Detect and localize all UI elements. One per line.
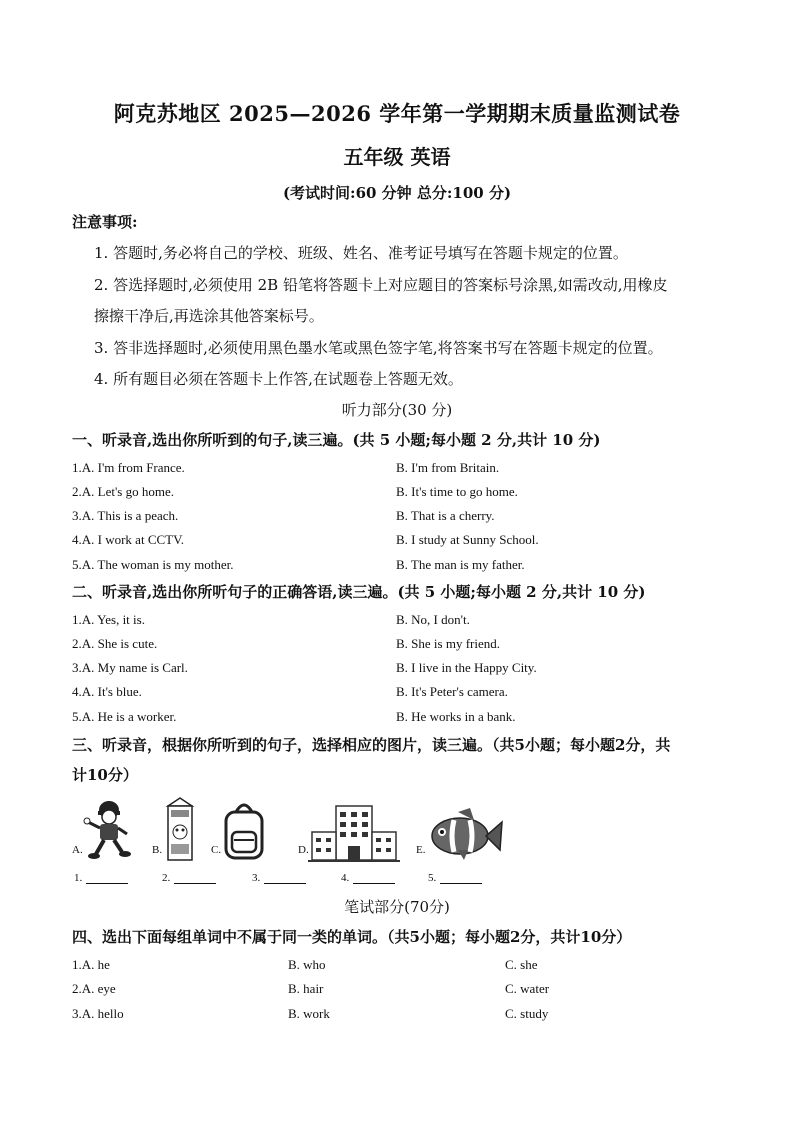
s2-q3-option-a: 3.A. My name is Carl.	[72, 660, 188, 675]
s1-q3-option-b: B. That is a cherry.	[396, 508, 495, 523]
note-2-continued: 擦擦干净后,再选涂其他答案标号。	[94, 307, 324, 325]
s2-q3-option-b: B. I live in the Happy City.	[396, 660, 537, 675]
answer-blank-1	[74, 872, 128, 884]
s1-q5-option-a: 5.A. The woman is my mother.	[72, 557, 234, 572]
section-1-heading: 一、听录音,选出你所听到的句子,读三遍。(共 5 小题;每小题 2 分,共计 10 分)	[72, 431, 601, 449]
backpack-icon	[220, 800, 268, 862]
listening-part-title: 听力部分(30 分)	[341, 401, 453, 419]
answer-blank-5	[428, 872, 482, 884]
s2-q5-option-a: 5.A. He is a worker.	[72, 709, 177, 724]
s2-q2-option-b: B. She is my friend.	[396, 636, 500, 651]
blank-label-3: 3.	[252, 872, 261, 884]
exam-subtitle: 五年级 英语	[343, 145, 451, 169]
s1-q4-option-a: 4.A. I work at CCTV.	[72, 532, 185, 547]
answer-blank-4	[341, 872, 395, 884]
picture-label-a: A.	[72, 844, 83, 856]
fish-icon	[428, 806, 504, 862]
notes-heading: 注意事项:	[72, 213, 138, 231]
s4-q1-option-c: C. she	[505, 957, 538, 972]
picture-label-e: E.	[416, 844, 426, 856]
answer-blank-3	[252, 872, 306, 884]
s1-q5-option-b: B. The man is my father.	[396, 557, 525, 572]
exam-info: (考试时间:60 分钟 总分:100 分)	[282, 184, 512, 202]
s4-q2-option-c: C. water	[505, 981, 550, 996]
s1-q3-option-a: 3.A. This is a peach.	[72, 508, 179, 523]
blank-label-5: 5.	[428, 872, 437, 884]
picture-label-c: C.	[211, 844, 222, 856]
s1-q1-option-b: B. I'm from Britain.	[396, 460, 500, 475]
s1-q2-option-b: B. It's time to go home.	[396, 484, 518, 499]
answer-blank-2	[162, 872, 216, 884]
s4-q2-option-b: B. hair	[288, 981, 324, 996]
s2-q4-option-a: 4.A. It's blue.	[72, 684, 142, 699]
section-2-heading: 二、听录音,选出你所听句子的正确答语,读三遍。(共 5 小题;每小题 2 分,共计 10 分)	[72, 583, 646, 601]
s2-q4-option-b: B. It's Peter's camera.	[396, 684, 508, 699]
s1-q1-option-a: 1.A. I'm from France.	[72, 460, 185, 475]
note-2: 2. 答选择题时,必须使用 2B 铅笔将答题卡上对应题目的答案标号涂黑,如需改动,用橡皮	[94, 276, 668, 294]
blank-label-1: 1.	[74, 872, 83, 884]
building-icon	[308, 804, 400, 862]
s4-q1-option-a: 1.A. he	[72, 957, 110, 972]
s4-q3-option-a: 3.A. hello	[72, 1006, 124, 1021]
picture-label-b: B.	[152, 844, 163, 856]
section-4-heading: 四、选出下面每组单词中不属于同一类的单词。（共5小题；每小题2分，共计10分）	[72, 928, 632, 946]
s2-q5-option-b: B. He works in a bank.	[396, 709, 516, 724]
s1-q2-option-a: 2.A. Let's go home.	[72, 484, 174, 499]
note-1: 1. 答题时,务必将自己的学校、班级、姓名、准考证号填写在答题卡规定的位置。	[94, 244, 628, 262]
s2-q1-option-a: 1.A. Yes, it is.	[72, 612, 145, 627]
section-3-heading-line-2: 计10分）	[72, 766, 138, 784]
blank-label-2: 2.	[162, 872, 171, 884]
note-3: 3. 答非选择题时,必须使用黑色墨水笔或黑色签字笔,将答案书写在答题卡规定的位置。	[94, 339, 663, 357]
s1-q4-option-b: B. I study at Sunny School.	[396, 532, 539, 547]
note-4: 4. 所有题目必须在答题卡上作答,在试题卷上答题无效。	[94, 370, 463, 388]
s2-q2-option-a: 2.A. She is cute.	[72, 636, 158, 651]
milk-carton-icon	[160, 796, 200, 862]
blank-label-4: 4.	[341, 872, 350, 884]
exam-title: 阿克苏地区 2025—2026 学年第一学期期末质量监测试卷	[113, 101, 681, 126]
picture-label-d: D.	[298, 844, 309, 856]
picture-row	[72, 792, 512, 862]
s4-q3-option-c: C. study	[505, 1006, 549, 1021]
s2-q1-option-b: B. No, I don't.	[396, 612, 470, 627]
s4-q1-option-b: B. who	[288, 957, 326, 972]
s4-q3-option-b: B. work	[288, 1006, 330, 1021]
section-3-heading-line-1: 三、听录音，根据你所听到的句子，选择相应的图片，读三遍。（共5小题；每小题2分，共	[72, 736, 671, 754]
boy-walking-icon	[80, 798, 138, 862]
s4-q2-option-a: 2.A. eye	[72, 981, 116, 996]
writing-part-title: 笔试部分(70分)	[344, 898, 450, 916]
